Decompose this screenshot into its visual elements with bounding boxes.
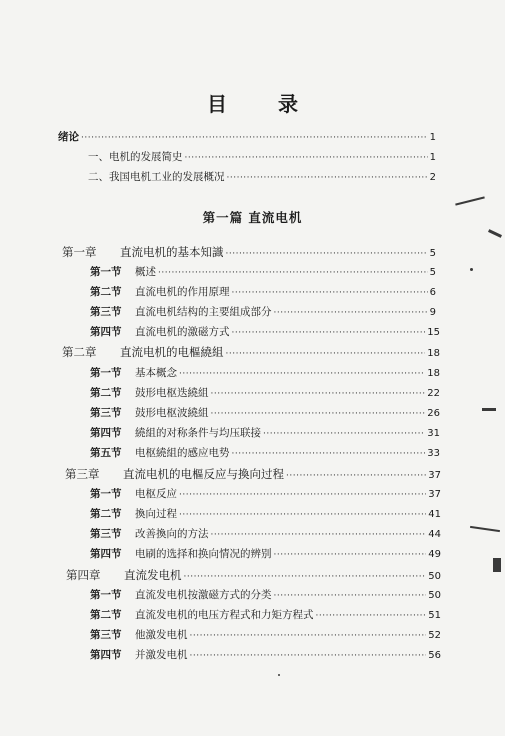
leader-dots [190, 627, 427, 645]
page-title: 目 录 [207, 92, 320, 116]
toc-page-number: 18 [427, 348, 440, 359]
section-title: 电枢繞組的感应电势 [135, 447, 230, 459]
toc-section [90, 323, 440, 341]
toc-page-number: 37 [428, 489, 441, 500]
chapter-title: 直流电机的电樞繞組 [120, 345, 224, 359]
toc-section [90, 444, 440, 462]
leader-dots [232, 284, 428, 302]
toc-page-number: 49 [428, 549, 441, 560]
chapter-title: 直流电机的基本知識 [120, 245, 224, 259]
toc-chapter [62, 243, 436, 261]
section-number: 第四节 [90, 649, 122, 661]
toc-page-number: 41 [428, 509, 441, 520]
toc-chapter [66, 566, 441, 584]
toc-page-number: 22 [427, 388, 440, 399]
toc-page-number: 52 [428, 630, 441, 641]
section-title: 电刷的选择和换向情况的辨别 [135, 548, 272, 560]
section-title: 直流电机结构的主要組成部分 [135, 306, 272, 318]
leader-dots [184, 568, 427, 586]
leader-dots [179, 365, 425, 383]
section-number: 第三节 [90, 407, 122, 419]
section-title: 直流电机的激磁方式 [135, 326, 230, 338]
part-heading: 第一篇 直流电机 [202, 210, 303, 225]
toc-entry [88, 148, 436, 166]
leader-dots [211, 526, 427, 544]
toc-entry-label: 一、电机的发展简史 [88, 151, 183, 163]
toc-page-number: 5 [429, 248, 436, 259]
section-title: 他激发电机 [135, 629, 188, 641]
toc-section [90, 626, 441, 644]
section-title: 鼓形电枢迭繞組 [135, 387, 209, 399]
toc-page-number: 44 [428, 529, 441, 540]
chapter-number: 第三章 [65, 467, 100, 481]
section-number: 第三节 [90, 629, 122, 641]
leader-dots [274, 546, 427, 564]
chapter-title: 直流发电机 [124, 568, 182, 582]
section-title: 鼓形电枢波繞組 [135, 407, 209, 419]
section-title: 換向过程 [135, 508, 177, 520]
toc-page-number: 18 [427, 368, 440, 379]
toc-section [90, 646, 441, 664]
toc-entry [88, 168, 436, 186]
section-title: 直流发电机的电压方程式和力矩方程式 [135, 609, 314, 621]
toc-page-number: 9 [429, 307, 436, 318]
scan-mark [482, 408, 496, 411]
toc-section [90, 364, 440, 382]
leader-dots [227, 169, 428, 187]
toc-page-number: 6 [429, 287, 436, 298]
section-number: 第一节 [90, 367, 122, 379]
section-number: 第四节 [90, 326, 122, 338]
toc-chapter [62, 343, 440, 361]
leader-dots [232, 445, 426, 463]
section-number: 第二节 [90, 508, 122, 520]
scan-mark [455, 196, 485, 205]
chapter-number: 第二章 [62, 345, 97, 359]
leader-dots [185, 149, 428, 167]
toc-page-number: 56 [428, 650, 441, 661]
section-number: 第二节 [90, 286, 122, 298]
section-title: 概述 [135, 266, 156, 278]
scan-mark [278, 674, 280, 676]
section-number: 第一节 [90, 589, 122, 601]
chapter-title: 直流电机的电樞反应与換向过程 [123, 467, 284, 481]
toc-page-number: 26 [427, 408, 440, 419]
toc-section [90, 424, 440, 442]
leader-dots [232, 324, 426, 342]
toc-section [90, 545, 441, 563]
toc-page-number: 1 [429, 152, 436, 163]
scan-mark [488, 229, 502, 238]
leader-dots [211, 405, 426, 423]
section-number: 第二节 [90, 609, 122, 621]
toc-page-number: 5 [429, 267, 436, 278]
section-number: 第三节 [90, 528, 122, 540]
toc-section [90, 505, 441, 523]
leader-dots [226, 245, 428, 263]
toc-chapter [65, 465, 441, 483]
leader-dots [190, 647, 427, 665]
section-title: 直流电机的作用原理 [135, 286, 230, 298]
toc-page-number: 50 [428, 571, 441, 582]
section-number: 第四节 [90, 427, 122, 439]
toc-entry-label: 二、我国电机工业的发展概况 [88, 171, 225, 183]
section-number: 第四节 [90, 548, 122, 560]
toc-section [90, 303, 436, 321]
leader-dots [226, 345, 426, 363]
toc-section [90, 263, 436, 281]
leader-dots [179, 506, 426, 524]
leader-dots [81, 129, 428, 147]
toc-section [90, 525, 441, 543]
leader-dots [179, 486, 426, 504]
toc-page-number: 51 [428, 610, 441, 621]
section-title: 基本概念 [135, 367, 177, 379]
section-title: 并激发电机 [135, 649, 188, 661]
leader-dots [286, 467, 426, 485]
toc-page-number: 33 [427, 448, 440, 459]
leader-dots [274, 304, 428, 322]
leader-dots [211, 385, 426, 403]
toc-section [90, 384, 440, 402]
toc-section [90, 485, 441, 503]
toc-page-number: 50 [428, 590, 441, 601]
leader-dots [316, 607, 427, 625]
chapter-number: 第四章 [66, 568, 101, 582]
section-title: 直流发电机按激磁方式的分类 [135, 589, 272, 601]
toc-entry-label: 绪论 [58, 131, 79, 143]
toc-entry-intro [58, 128, 436, 146]
leader-dots [274, 587, 427, 605]
toc-section [90, 606, 441, 624]
section-number: 第一节 [90, 266, 122, 278]
section-number: 第一节 [90, 488, 122, 500]
toc-page-number: 15 [427, 327, 440, 338]
toc-section [90, 586, 441, 604]
toc-section [90, 283, 436, 301]
toc-page-number: 1 [429, 132, 436, 143]
section-number: 第二节 [90, 387, 122, 399]
chapter-number: 第一章 [62, 245, 97, 259]
toc-page-number: 37 [428, 470, 441, 481]
section-number: 第五节 [90, 447, 122, 459]
scan-mark [493, 558, 501, 572]
leader-dots [158, 264, 428, 282]
scan-mark [470, 268, 473, 271]
section-number: 第三节 [90, 306, 122, 318]
section-title: 改善換向的方法 [135, 528, 209, 540]
toc-section [90, 404, 440, 422]
scan-mark [470, 526, 500, 532]
section-title: 繞組的对称条件与均压联接 [135, 427, 261, 439]
toc-page-number: 31 [427, 428, 440, 439]
toc-page-number: 2 [429, 172, 436, 183]
leader-dots [263, 425, 425, 443]
section-title: 电枢反应 [135, 488, 177, 500]
